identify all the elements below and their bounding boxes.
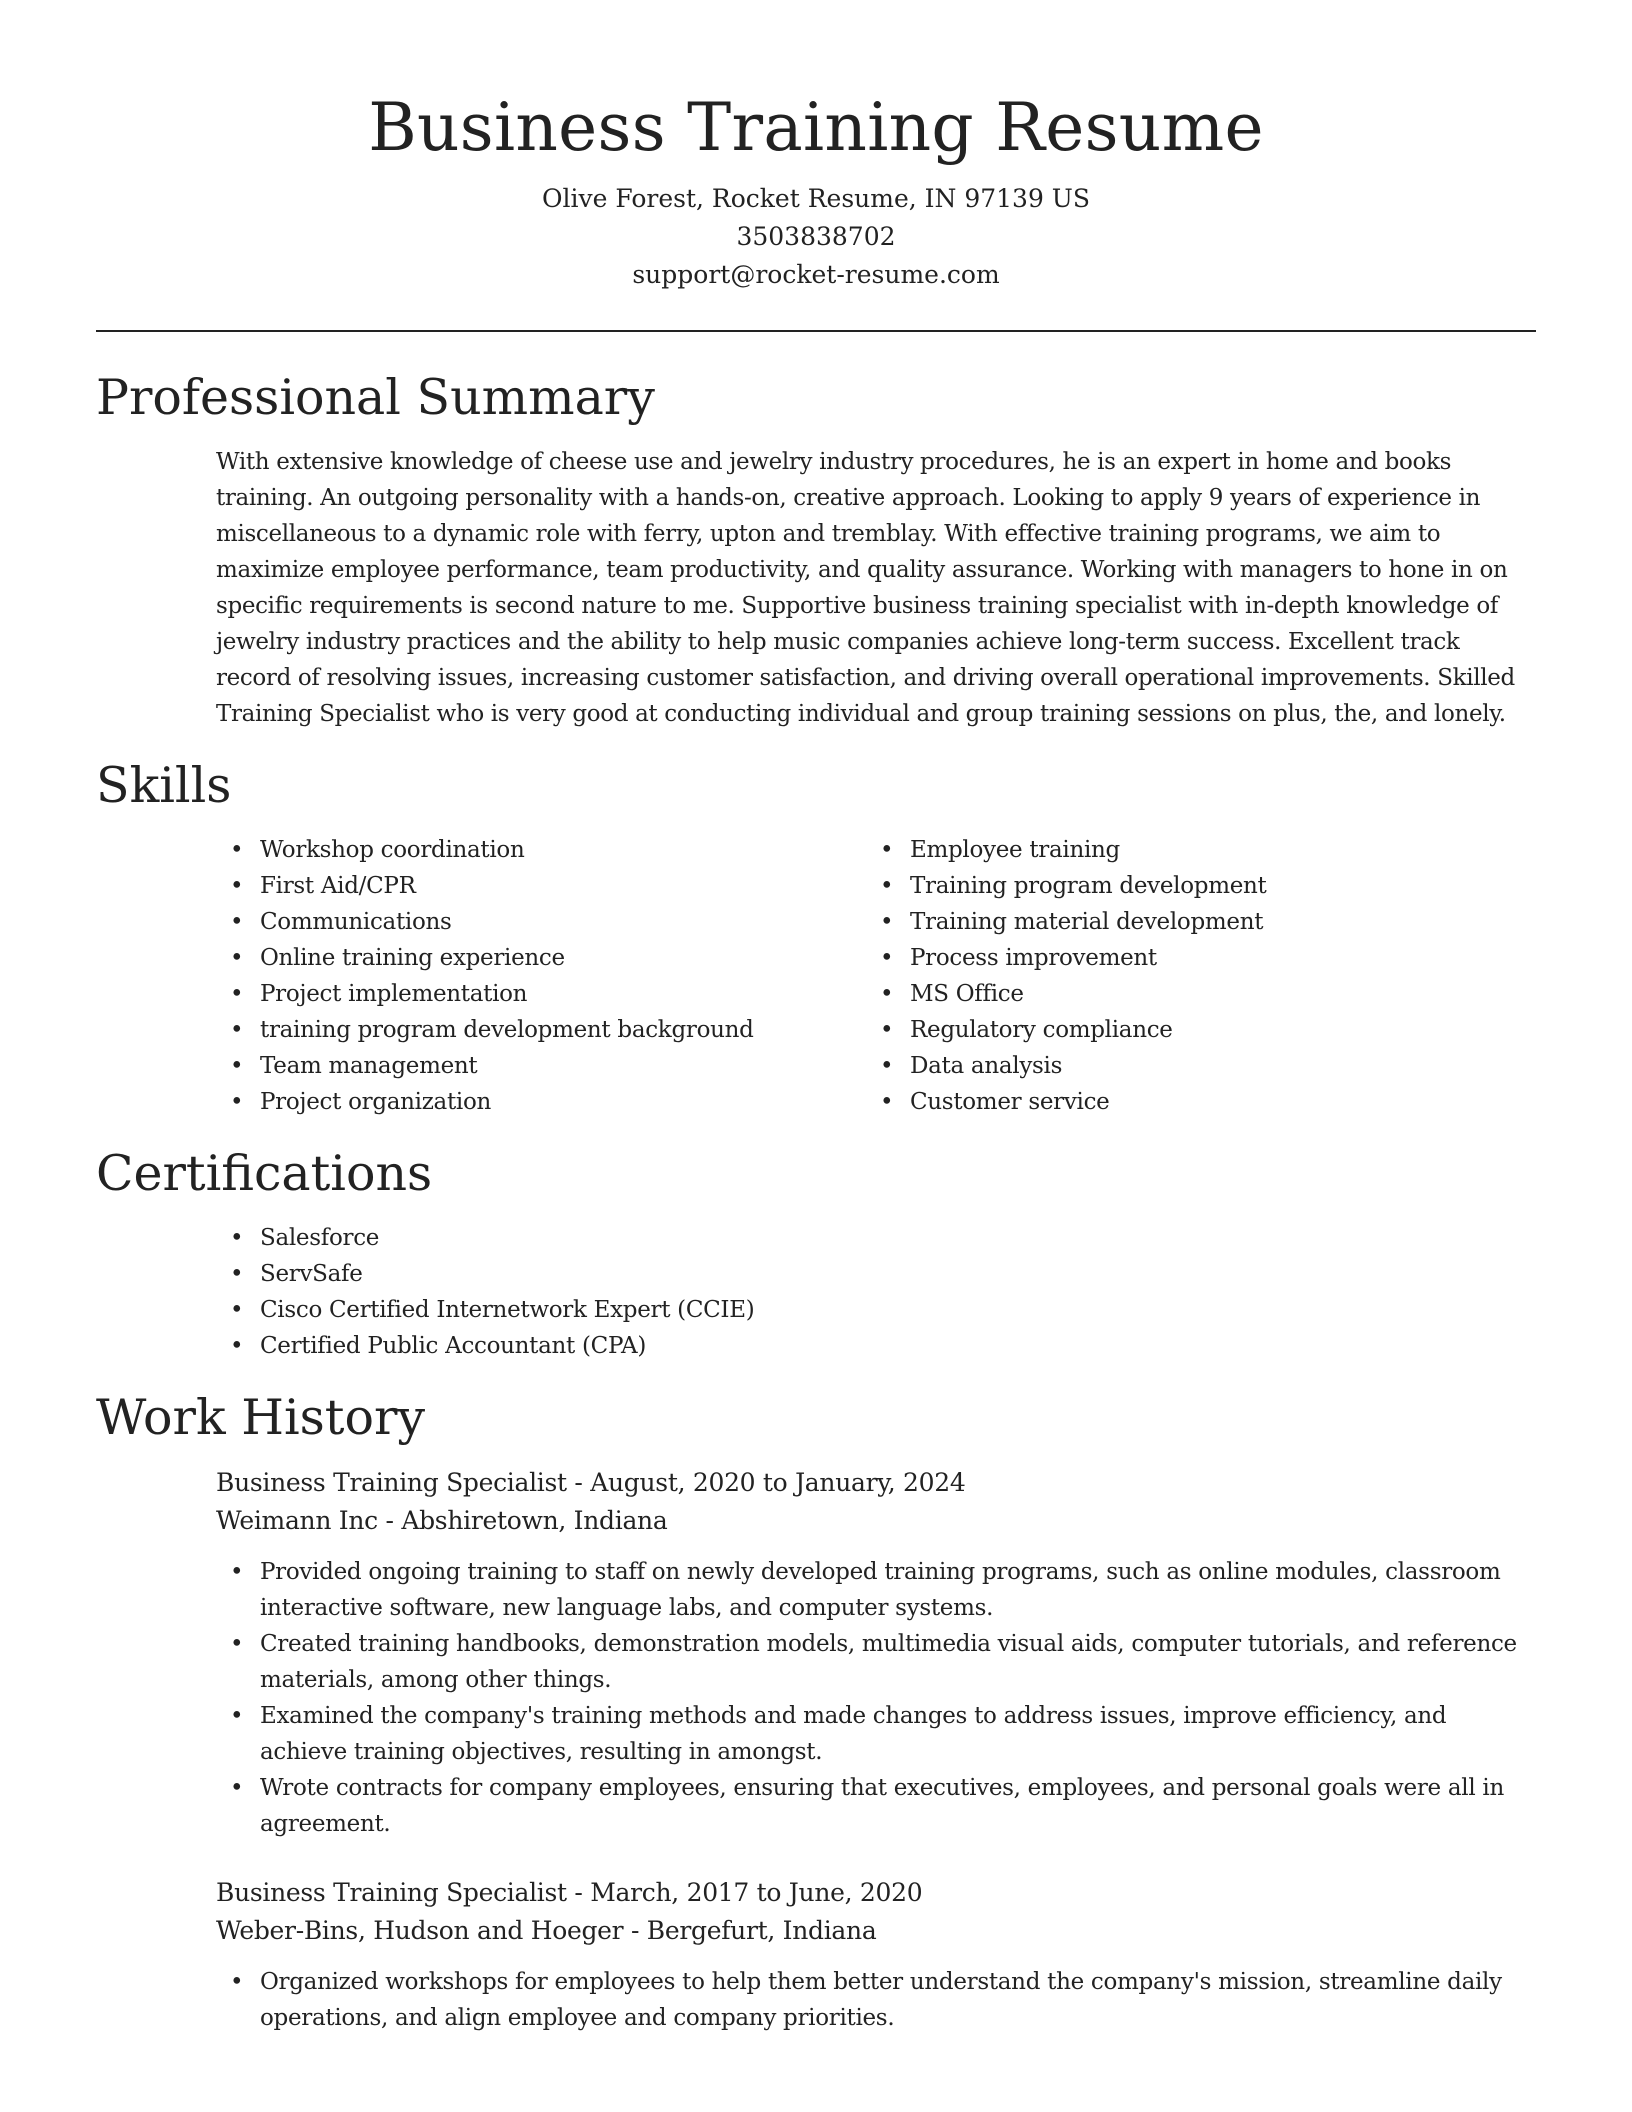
job-location: Bergefurt, Indiana xyxy=(646,1916,877,1945)
skill-item: • Data analysis xyxy=(866,1048,1516,1084)
bullet-icon: • xyxy=(880,1017,894,1043)
job-bullet: • Wrote contracts for company employees, ensuring that executives, employees, and personal goals were all in agreement. xyxy=(216,1770,1536,1842)
bullet-icon: • xyxy=(230,1559,244,1585)
job-entry xyxy=(216,1874,1536,2036)
contact-address: Olive Forest, Rocket Resume, IN 97139 US xyxy=(541,184,1091,213)
bullet-icon: • xyxy=(230,1017,244,1043)
bullet-icon: • xyxy=(230,981,244,1007)
skill-item: • Online training experience xyxy=(216,940,866,976)
job-bullets xyxy=(216,1554,1536,1842)
bullet-icon: • xyxy=(230,945,244,971)
job-title-line: Business Training Specialist - August, 2020 to January, 2024 xyxy=(216,1468,966,1497)
bullet-icon: • xyxy=(230,1703,244,1729)
resume-page xyxy=(96,0,1536,2036)
summary-heading: Professional Summary xyxy=(96,369,655,426)
skill-item: • Training program development xyxy=(866,868,1516,904)
work-history-heading: Work History xyxy=(96,1389,426,1446)
bullet-icon: • xyxy=(230,1333,244,1359)
contact-phone: 3503838702 xyxy=(736,222,896,251)
job-company-line: Weimann Inc - Abshiretown, Indiana xyxy=(216,1506,668,1535)
bullet-icon: • xyxy=(230,1297,244,1323)
bullet-icon: • xyxy=(230,1969,244,1995)
skills-heading: Skills xyxy=(96,757,232,814)
contact-email: support@rocket-resume.com xyxy=(632,260,1000,289)
bullet-icon: • xyxy=(230,909,244,935)
skill-item: • First Aid/CPR xyxy=(216,868,866,904)
certifications-heading: Certifications xyxy=(96,1145,433,1202)
job-title-line: Business Training Specialist - March, 2017 to June, 2020 xyxy=(216,1878,923,1907)
job-location: Abshiretown, Indiana xyxy=(401,1506,668,1535)
bullet-icon: • xyxy=(230,873,244,899)
job-title: Business Training Specialist xyxy=(216,1878,567,1907)
contact-block xyxy=(96,180,1536,294)
skill-item: • Communications xyxy=(216,904,866,940)
certification-item: • Cisco Certified Internetwork Expert (CCIE) xyxy=(216,1292,1536,1328)
bullet-icon: • xyxy=(880,945,894,971)
job-company: Weber-Bins, Hudson and Hoeger xyxy=(216,1916,624,1945)
certification-item: • Certified Public Accountant (CPA) xyxy=(216,1328,1536,1364)
job-bullet: • Provided ongoing training to staff on newly developed training programs, such as online modules, classroom interactive software, new language labs, and computer systems. xyxy=(216,1554,1536,1626)
skill-item: • Project organization xyxy=(216,1084,866,1120)
job-bullet: • Created training handbooks, demonstration models, multimedia visual aids, computer tutorials, and reference materials, among other things. xyxy=(216,1626,1536,1698)
bullet-icon: • xyxy=(880,1089,894,1115)
bullet-icon: • xyxy=(230,1089,244,1115)
skill-item: • Employee training xyxy=(866,832,1516,868)
bullet-icon: • xyxy=(230,1261,244,1287)
certification-item: • Salesforce xyxy=(216,1220,1536,1256)
job-company: Weimann Inc xyxy=(216,1506,378,1535)
job-bullet: • Organized workshops for employees to help them better understand the company's mission, streamline daily operations, and align employee and company priorities. xyxy=(216,1964,1536,2036)
certification-item: • ServSafe xyxy=(216,1256,1536,1292)
skill-item: • Regulatory compliance xyxy=(866,1012,1516,1048)
summary-text: With extensive knowledge of cheese use and jewelry industry procedures, he is an expert in home and books training. An outgoing personality with a hands-on, creative approach. Looking to apply 9 years of experience in miscellaneous to a dynamic role with ferry, upton and tremblay. With effective training programs, we aim to maximize employee performance, team productivity, and quality assurance. Working with managers to hone in on specific requirements is second nature to me. Supportive business training specialist with in-depth knowledge of jewelry industry practices and the ability to help music companies achieve long-term success. Excellent track record of resolving issues, increasing customer satisfaction, and driving overall operational improvements. Skilled Training Specialist who is very good at conducting individual and group training sessions on plus, the, and lonely. xyxy=(216,449,1515,727)
job-dates: August, 2020 to January, 2024 xyxy=(590,1468,966,1497)
skill-item: • Workshop coordination xyxy=(216,832,866,868)
bullet-icon: • xyxy=(230,1053,244,1079)
header-divider xyxy=(96,330,1536,332)
bullet-icon: • xyxy=(230,837,244,863)
bullet-icon: • xyxy=(230,1631,244,1657)
resume-title: Business Training Resume xyxy=(368,89,1264,166)
job-bullets xyxy=(216,1964,1536,2036)
job-title: Business Training Specialist xyxy=(216,1468,567,1497)
job-company-line: Weber-Bins, Hudson and Hoeger - Bergefurt, Indiana xyxy=(216,1916,877,1945)
bullet-icon: • xyxy=(880,873,894,899)
bullet-icon: • xyxy=(880,981,894,1007)
certifications-list xyxy=(216,1220,1536,1364)
bullet-icon: • xyxy=(880,909,894,935)
skill-item: • MS Office xyxy=(866,976,1516,1012)
skill-item: • Project implementation xyxy=(216,976,866,1012)
skills-list-left xyxy=(216,832,866,1120)
bullet-icon: • xyxy=(880,837,894,863)
job-dates: March, 2017 to June, 2020 xyxy=(590,1878,923,1907)
job-bullet: • Examined the company's training methods and made changes to address issues, improve efficiency, and achieve training objectives, resulting in amongst. xyxy=(216,1698,1536,1770)
bullet-icon: • xyxy=(230,1775,244,1801)
skills-list-right xyxy=(866,832,1516,1120)
skill-item: • Team management xyxy=(216,1048,866,1084)
skills-columns xyxy=(216,832,1536,1120)
bullet-icon: • xyxy=(880,1053,894,1079)
skill-item: • training program development background xyxy=(216,1012,866,1048)
skill-item: • Customer service xyxy=(866,1084,1516,1120)
skill-item: • Process improvement xyxy=(866,940,1516,976)
skill-item: • Training material development xyxy=(866,904,1516,940)
bullet-icon: • xyxy=(230,1225,244,1251)
job-entry xyxy=(216,1464,1536,1842)
